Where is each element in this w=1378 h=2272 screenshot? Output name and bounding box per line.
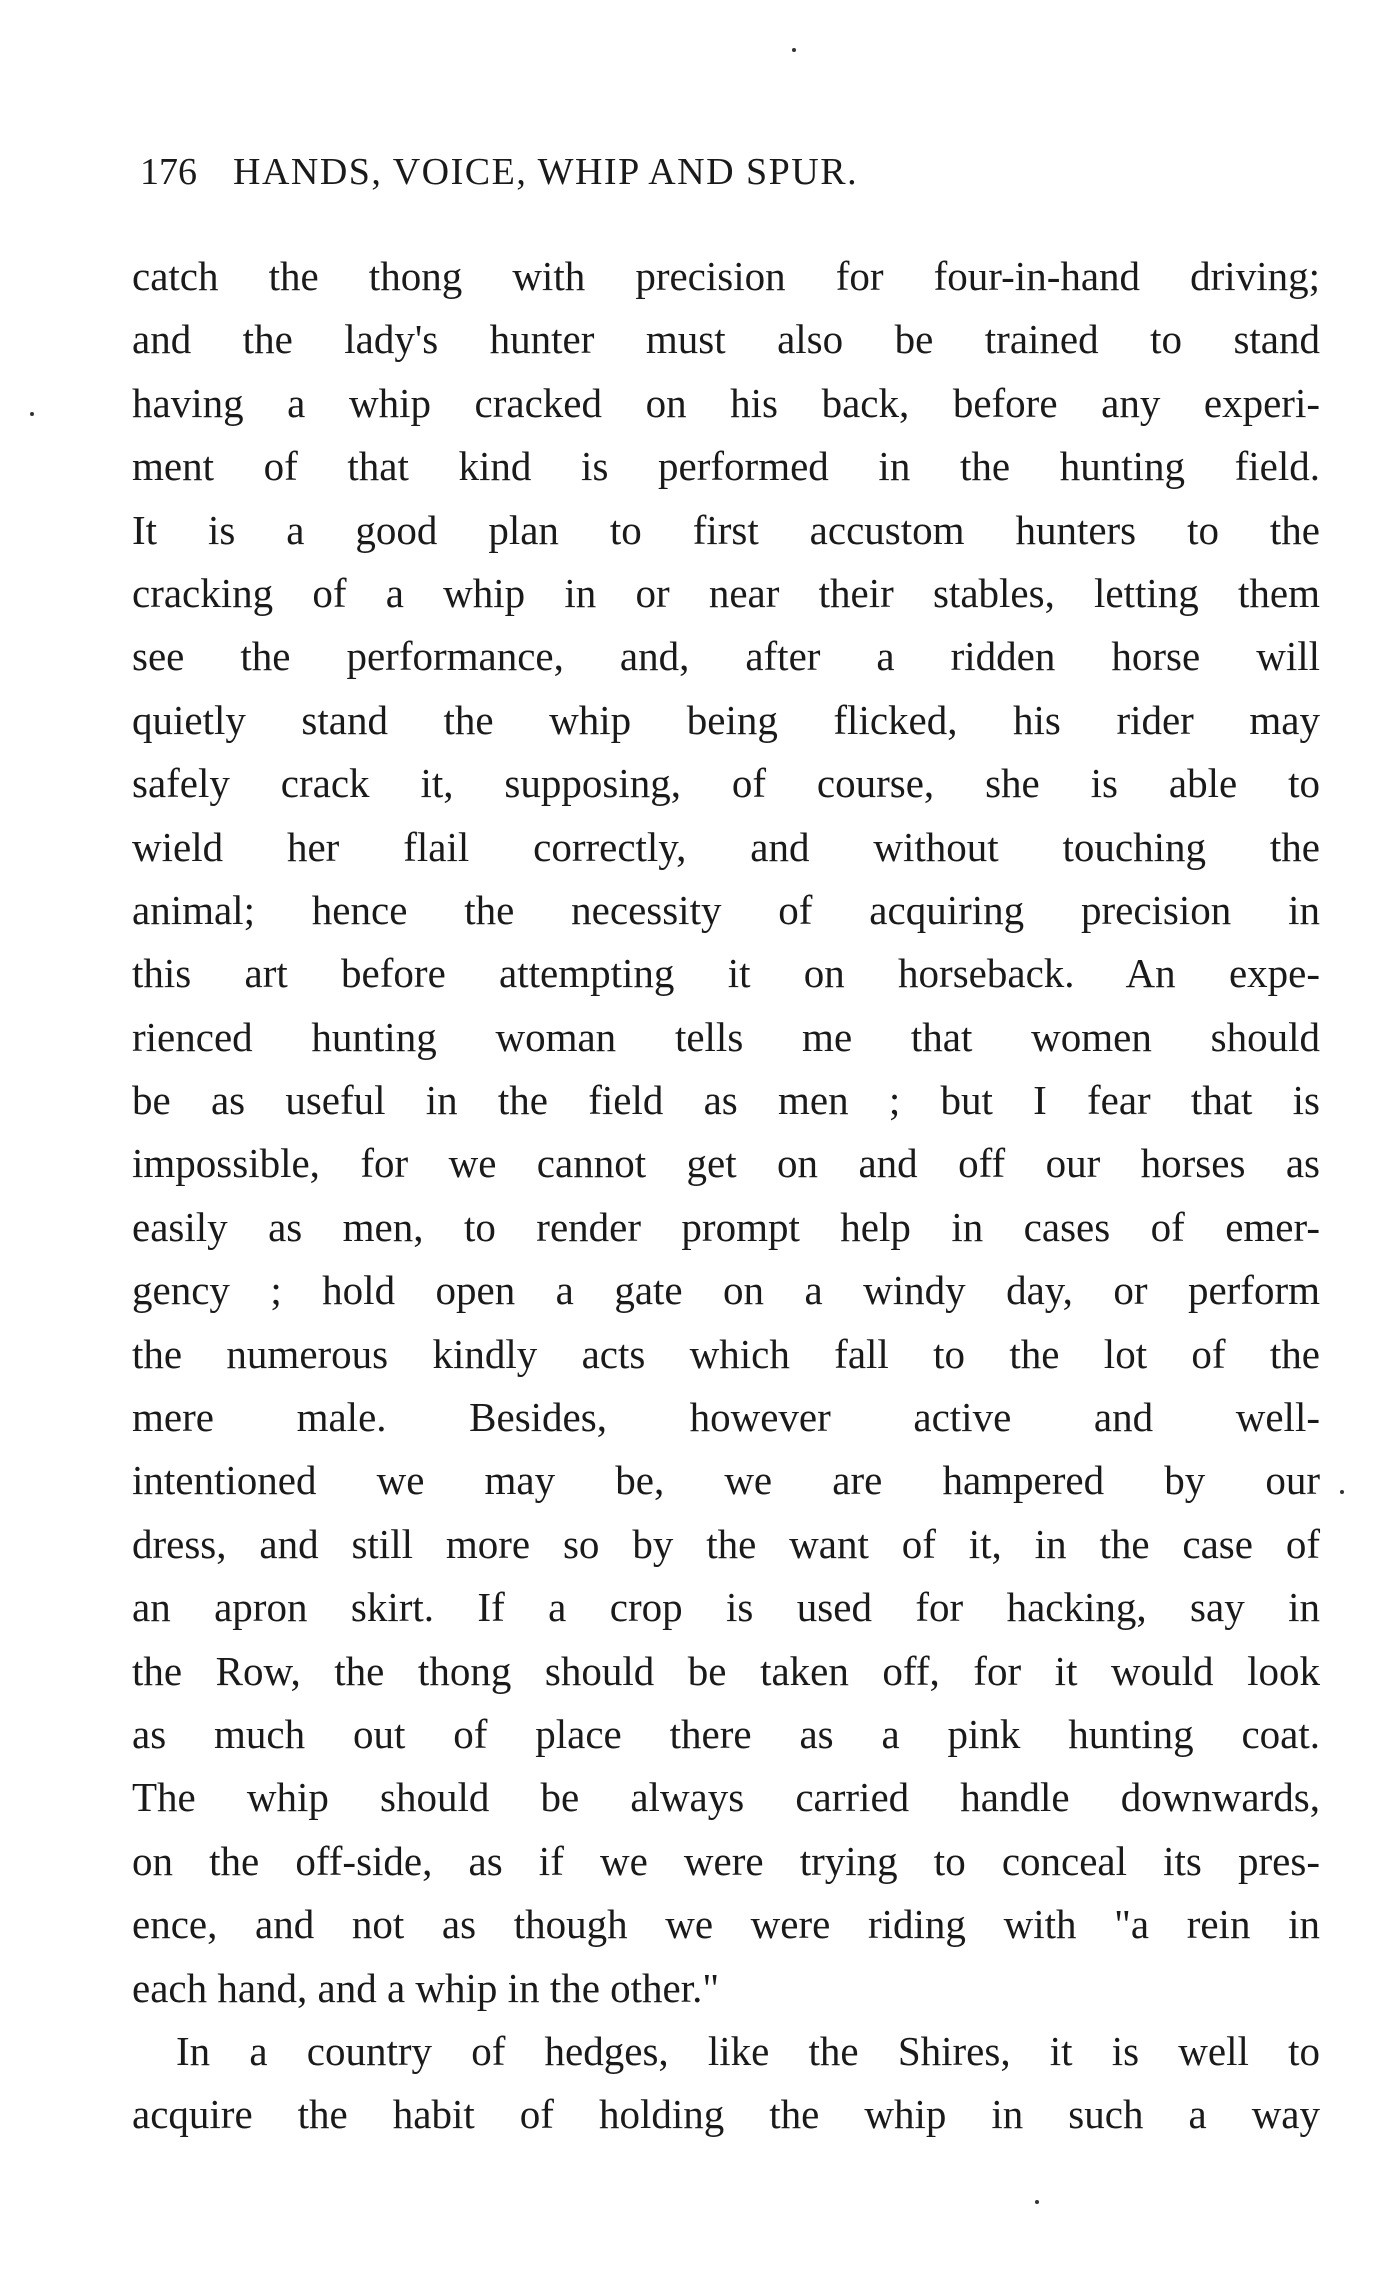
text-line: impossible, for we cannot get on and off our horses as: [132, 1140, 1320, 1187]
text-line: easily as men, to render prompt help in cases of emer-: [132, 1203, 1320, 1250]
text-line: acquire the habit of holding the whip in such a way: [132, 2091, 1320, 2138]
text-line: each hand, and a whip in the other.": [132, 1964, 720, 2011]
text-line: animal; hence the necessity of acquiring precision in: [132, 886, 1320, 933]
speck: [30, 412, 34, 416]
text-line: It is a good plan to first accustom hunters to the: [132, 506, 1320, 553]
page-body: [132, 245, 1320, 2147]
text-line: and the lady's hunter must also be trained to stand: [132, 316, 1320, 363]
text-line: on the off-side, as if we were trying to conceal its pres-: [132, 1837, 1320, 1884]
text-line: gency ; hold open a gate on a windy day, or perform: [132, 1267, 1320, 1314]
text-line: The whip should be always carried handle downwards,: [132, 1774, 1320, 1821]
text-line: ence, and not as though we were riding with "a rein in: [132, 1901, 1320, 1948]
text-line: this art before attempting it on horseback. An expe-: [132, 950, 1320, 997]
text-line: as much out of place there as a pink hunting coat.: [132, 1710, 1320, 1757]
page-number: 176: [140, 151, 197, 193]
text-line: the Row, the thong should be taken off, for it would look: [132, 1647, 1320, 1694]
text-line: an apron skirt. If a crop is used for hacking, say in: [132, 1584, 1320, 1631]
text-line: safely crack it, supposing, of course, she is able to: [132, 760, 1320, 807]
text-line: be as useful in the field as men ; but I fear that is: [132, 1077, 1320, 1124]
text-line: cracking of a whip in or near their stables, letting them: [132, 569, 1320, 616]
text-line: intentioned we may be, we are hampered by our: [132, 1457, 1320, 1504]
text-line: the numerous kindly acts which fall to the lot of the: [132, 1330, 1320, 1377]
running-title: HANDS, VOICE, WHIP AND SPUR.: [233, 151, 859, 193]
running-header: [140, 150, 1200, 194]
text-line: In a country of hedges, like the Shires, it is well to: [176, 2027, 1320, 2074]
speck: [1340, 1490, 1344, 1494]
text-line: having a whip cracked on his back, before any experi-: [132, 379, 1320, 426]
text-line: wield her flail correctly, and without touching the: [132, 823, 1320, 870]
text-line: ment of that kind is performed in the hunting field.: [132, 443, 1320, 490]
text-line: mere male. Besides, however active and well-: [132, 1394, 1320, 1441]
text-line: dress, and still more so by the want of it, in the case of: [132, 1520, 1320, 1567]
speck: [792, 48, 796, 52]
text-line: see the performance, and, after a ridden horse will: [132, 633, 1320, 680]
speck: [1035, 2200, 1039, 2204]
text-line: rienced hunting woman tells me that women should: [132, 1013, 1320, 1060]
text-line: catch the thong with precision for four-in-hand driving;: [132, 253, 1320, 299]
text-line: quietly stand the whip being flicked, his rider may: [132, 696, 1320, 743]
